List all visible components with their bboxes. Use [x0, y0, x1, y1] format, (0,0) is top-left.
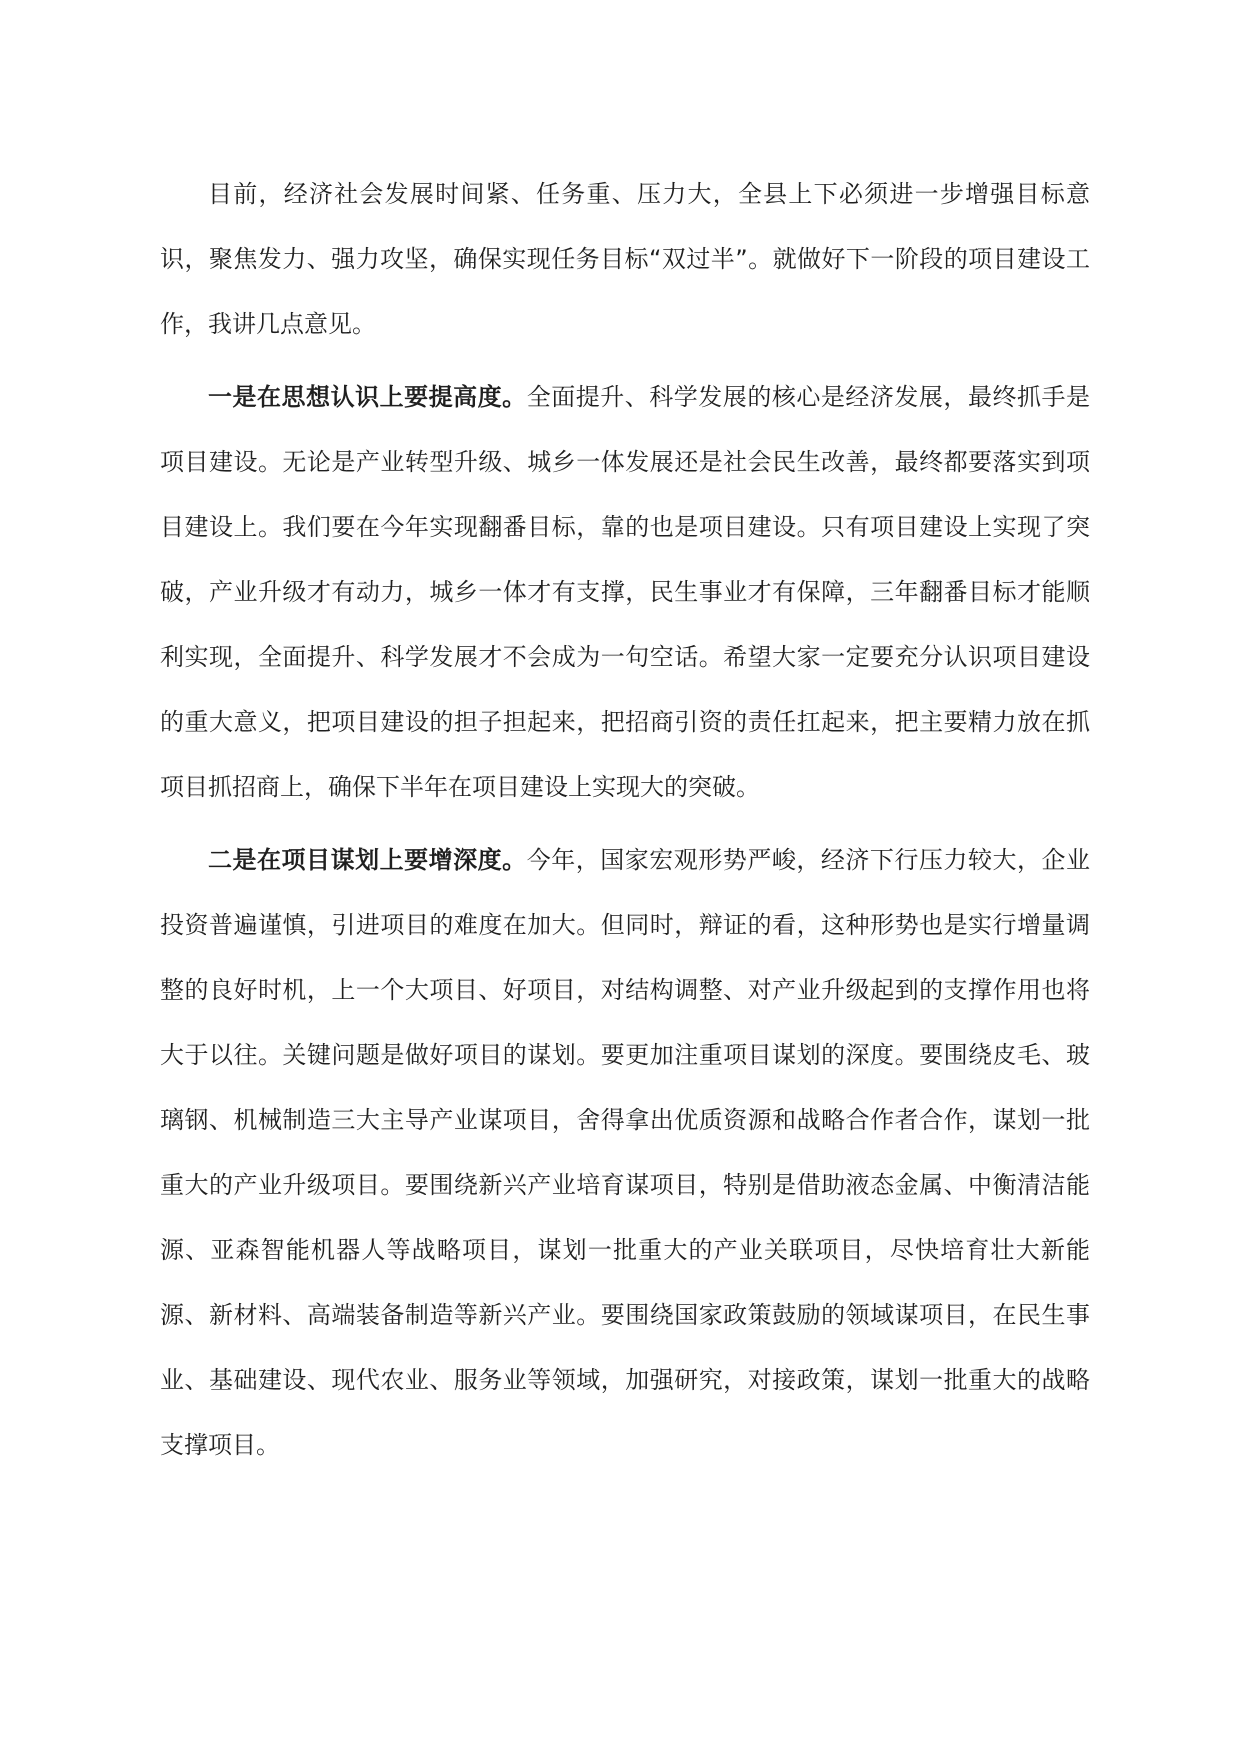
paragraph-body: 今年，国家宏观形势严峻，经济下行压力较大，企业投资普遍谨慎，引进项目的难度在加大。但同时，辩证的看，这种形势也是实行增量调整的良好时机，上一个大项目、好项目，对结构调整、对产业升级起到的支撑作用也将大于以往。关键问题是做好项目的谋划。要更加注重项目谋划的深度。要围绕皮毛、玻璃钢、机械制造三大主导产业谋项目，舍得拿出优质资源和战略合作者合作，谋划一批重大的产业升级项目。要围绕新兴产业培育谋项目，特别是借助液态金属、中衡清洁能源、亚森智能机器人等战略项目，谋划一批重大的产业关联项目，尽快培育壮大新能源、新材料、高端装备制造等新兴产业。要围绕国家政策鼓励的领域谋项目，在民生事业、基础建设、现代农业、服务业等领域，加强研究，对接政策，谋划一批重大的战略支撑项目。 — [160, 846, 1091, 1459]
paragraph-body: 目前，经济社会发展时间紧、任务重、压力大，全县上下必须进一步增强目标意识，聚焦发力、强力攻坚，确保实现任务目标“双过半”。就做好下一阶段的项目建设工作，我讲几点意见。 — [160, 180, 1090, 338]
paragraph-body: 全面提升、科学发展的核心是经济发展，最终抓手是项目建设。无论是产业转型升级、城乡一体发展还是社会民生改善，最终都要落实到项目建设上。我们要在今年实现翻番目标，靠的也是项目建设。只有项目建设上实现了突破，产业升级才有动力，城乡一体才有支撑，民生事业才有保障，三年翻番目标才能顺利实现，全面提升、科学发展才不会成为一句空话。希望大家一定要充分认识项目建设的重大意义，把项目建设的担子担起来，把招商引资的责任扛起来，把主要精力放在抓项目抓招商上，确保下半年在项目建设上实现大的突破。 — [160, 383, 1091, 801]
paragraph-point-two — [160, 828, 1090, 1478]
paragraph-point-one — [160, 365, 1090, 820]
document-page — [160, 162, 1090, 1486]
paragraph-lead: 一是在思想认识上要提高度。 — [208, 383, 527, 411]
paragraph-lead: 二是在项目谋划上要增深度。 — [208, 846, 527, 874]
paragraph-intro — [160, 162, 1090, 357]
